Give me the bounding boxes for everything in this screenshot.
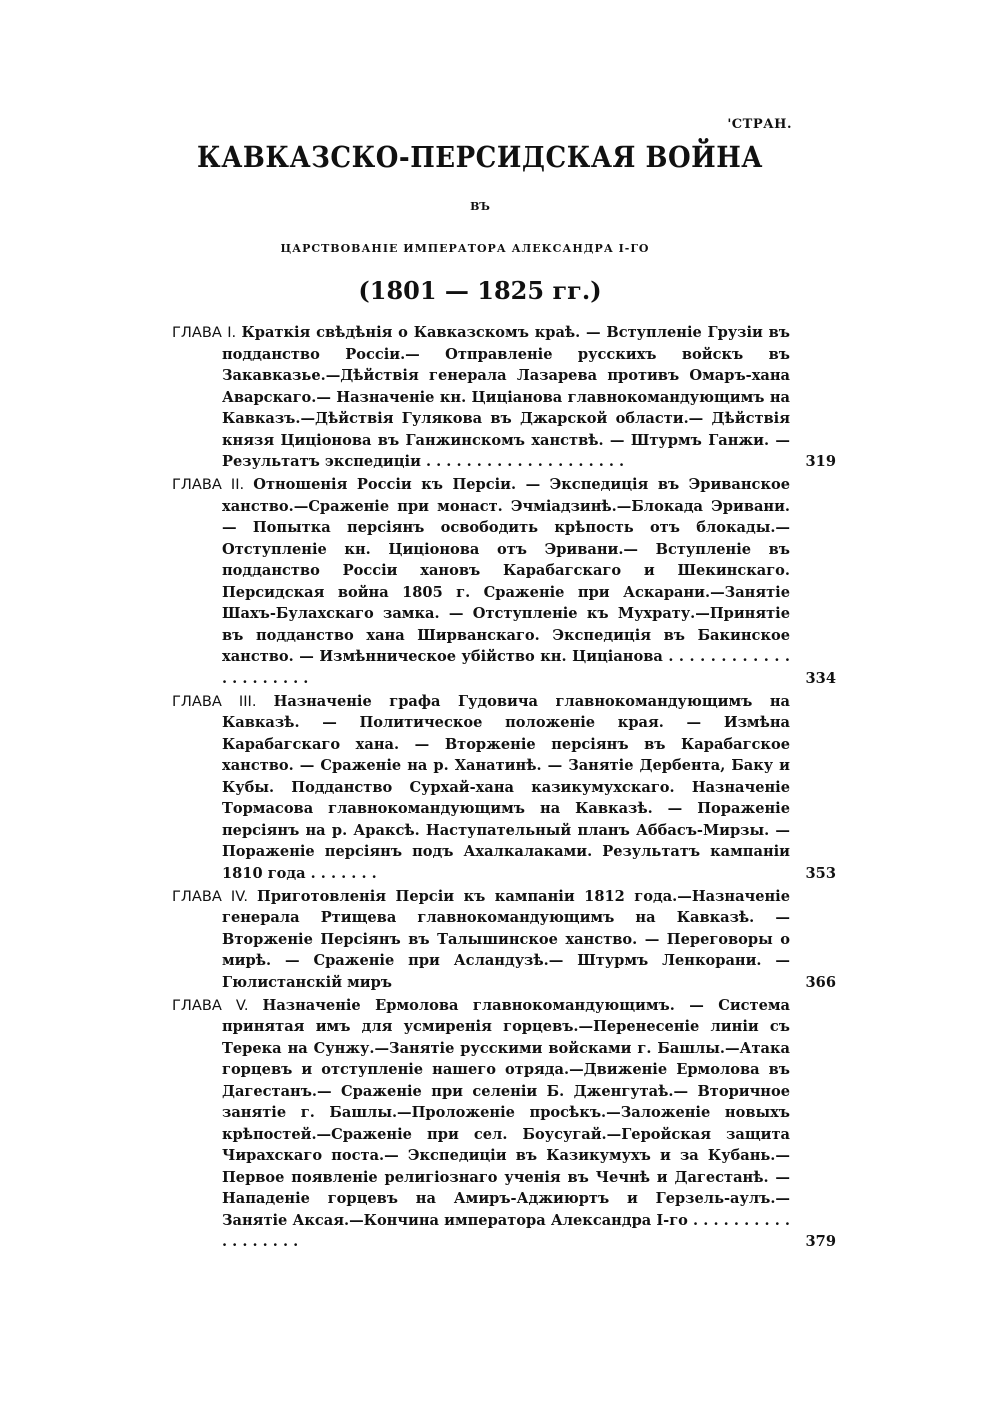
page-number: 353 xyxy=(805,864,836,882)
toc-entry xyxy=(172,322,836,473)
chapter-label: ГЛАВА II. xyxy=(172,476,245,493)
toc-entry xyxy=(172,474,836,689)
chapter-summary: Назначеніе графа Гудовича главнокомандующимъ на Кавказѣ. — Политическое положеніе края. — Измѣна Карабагскаго хана. — Вторженіе персіянъ въ Карабагское ханство. — Сраженіе на р. Ханатинѣ. — Занятіе Дербента, Баку и Кубы. Подданство Сурхай-хана казикумухскаго. Назначеніе Тормасова главнокомандующимъ на Кавказѣ. — Пораженіе персіянъ на р. Араксѣ. Наступательный планъ Аббасъ-Мирзы. — Пораженіе персіянъ подъ Ахалкалаками. Результатъ кампаніи 1810 года . . . . . . . xyxy=(222,692,790,882)
chapter-label: ГЛАВА IV. xyxy=(172,887,248,905)
toc-entry xyxy=(172,691,836,885)
toc-entry xyxy=(172,886,836,994)
reign-heading: ЦАРСТВОВАНІЕ ИМПЕРАТОРА АЛЕКСАНДРА I-ГО xyxy=(280,242,650,255)
page-number: 379 xyxy=(805,1233,836,1250)
years-heading: (1801 — 1825 гг.) xyxy=(358,276,602,305)
table-of-contents xyxy=(172,322,836,1254)
chapter-label: ГЛАВА I. xyxy=(172,324,237,341)
chapter-label: ГЛАВА V. xyxy=(172,996,249,1014)
subtitle-small: ВЪ xyxy=(470,200,490,213)
page-number: 366 xyxy=(805,973,836,991)
chapter-label: ГЛАВА III. xyxy=(172,692,257,710)
chapter-summary: Краткія свѣдѣнія о Кавказскомъ краѣ. — Вступленіе Грузіи въ подданство Россіи.— Отправленіе русскихъ войскъ въ Закавказье.—Дѣйствія генерала Лазарева противъ Омаръ-хана Аварскаго.— Назначеніе кн. Циціанова главнокомандующимъ на Кавказъ.—Дѣйствія Гулякова въ Джарской области.— Дѣйствія князя Циціонова въ Ганжинскомъ ханствѣ. — Штурмъ Ганжи. — Результатъ экспедиціи . . . . . . . . . . . . . . . . . . . . xyxy=(222,324,790,470)
chapter-summary: Приготовленія Персіи къ кампаніи 1812 года.—Назначеніе генерала Ртищева главнокомандующимъ на Кавказѣ. — Вторженіе Персіянъ въ Талышинское ханство. — Переговоры о мирѣ. — Сраженіе при Асландузѣ.— Штурмъ Ленкорани. — Гюлистанскій миръ xyxy=(222,887,790,991)
page-label: 'СТРАН. xyxy=(727,117,792,132)
chapter-summary: Отношенія Россіи къ Персіи. — Экспедиція въ Эриванское ханство.—Сраженіе при монаст. Эчміадзинѣ.—Блокада Эривани.— Попытка персіянъ освободить крѣпость отъ блокады.—Отступленіе кн. Циціонова отъ Эривани.— Вступленіе въ подданство Россіи хановъ Карабагскаго и Шекинскаго. Персидская война 1805 г. Сраженіе при Аскарани.—Занятіе Шахъ-Булахскаго замка. — Отступленіе къ Мухрату.—Принятіе въ подданство хана Ширванскаго. Экспедиція въ Бакинское ханство. — Измѣнническое убійство кн. Циціанова . . . . . . . . . . . . . . . . . . . . . xyxy=(222,476,791,687)
document-title: КАВКАЗСКО-ПЕРСИДСКАЯ ВОЙНА xyxy=(197,141,763,175)
toc-entry xyxy=(172,995,836,1253)
page-number: 334 xyxy=(805,669,836,687)
page-number: 319 xyxy=(805,453,836,470)
chapter-summary: Назначеніе Ермолова главнокомандующимъ. — Система принятая имъ для усмиренія горцевъ.—Перенесеніе линіи съ Терека на Сунжу.—Занятіе русскими войсками г. Башлы.—Атака горцевъ и отступленіе нашего отряда.—Движеніе Ермолова въ Дагестанъ.— Сраженіе при селеніи Б. Дженгутаѣ.— Вторичное занятіе г. Башлы.—Проложеніе просѣкъ.—Заложеніе новыхъ крѣпостей.—Сраженіе при сел. Боусугай.—Геройская защита Чирахскаго поста.— Экспедиціи въ Казикумухъ и за Кубань.—Первое появленіе религіознаго ученія въ Чечнѣ и Дагестанѣ. — Нападеніе горцевъ на Амиръ-Аджиюртъ и Герзель-аулъ.—Занятіе Аксая.—Кончина императора Александра I-го . . . . . . . . . . . . . . . . . . xyxy=(222,996,790,1250)
